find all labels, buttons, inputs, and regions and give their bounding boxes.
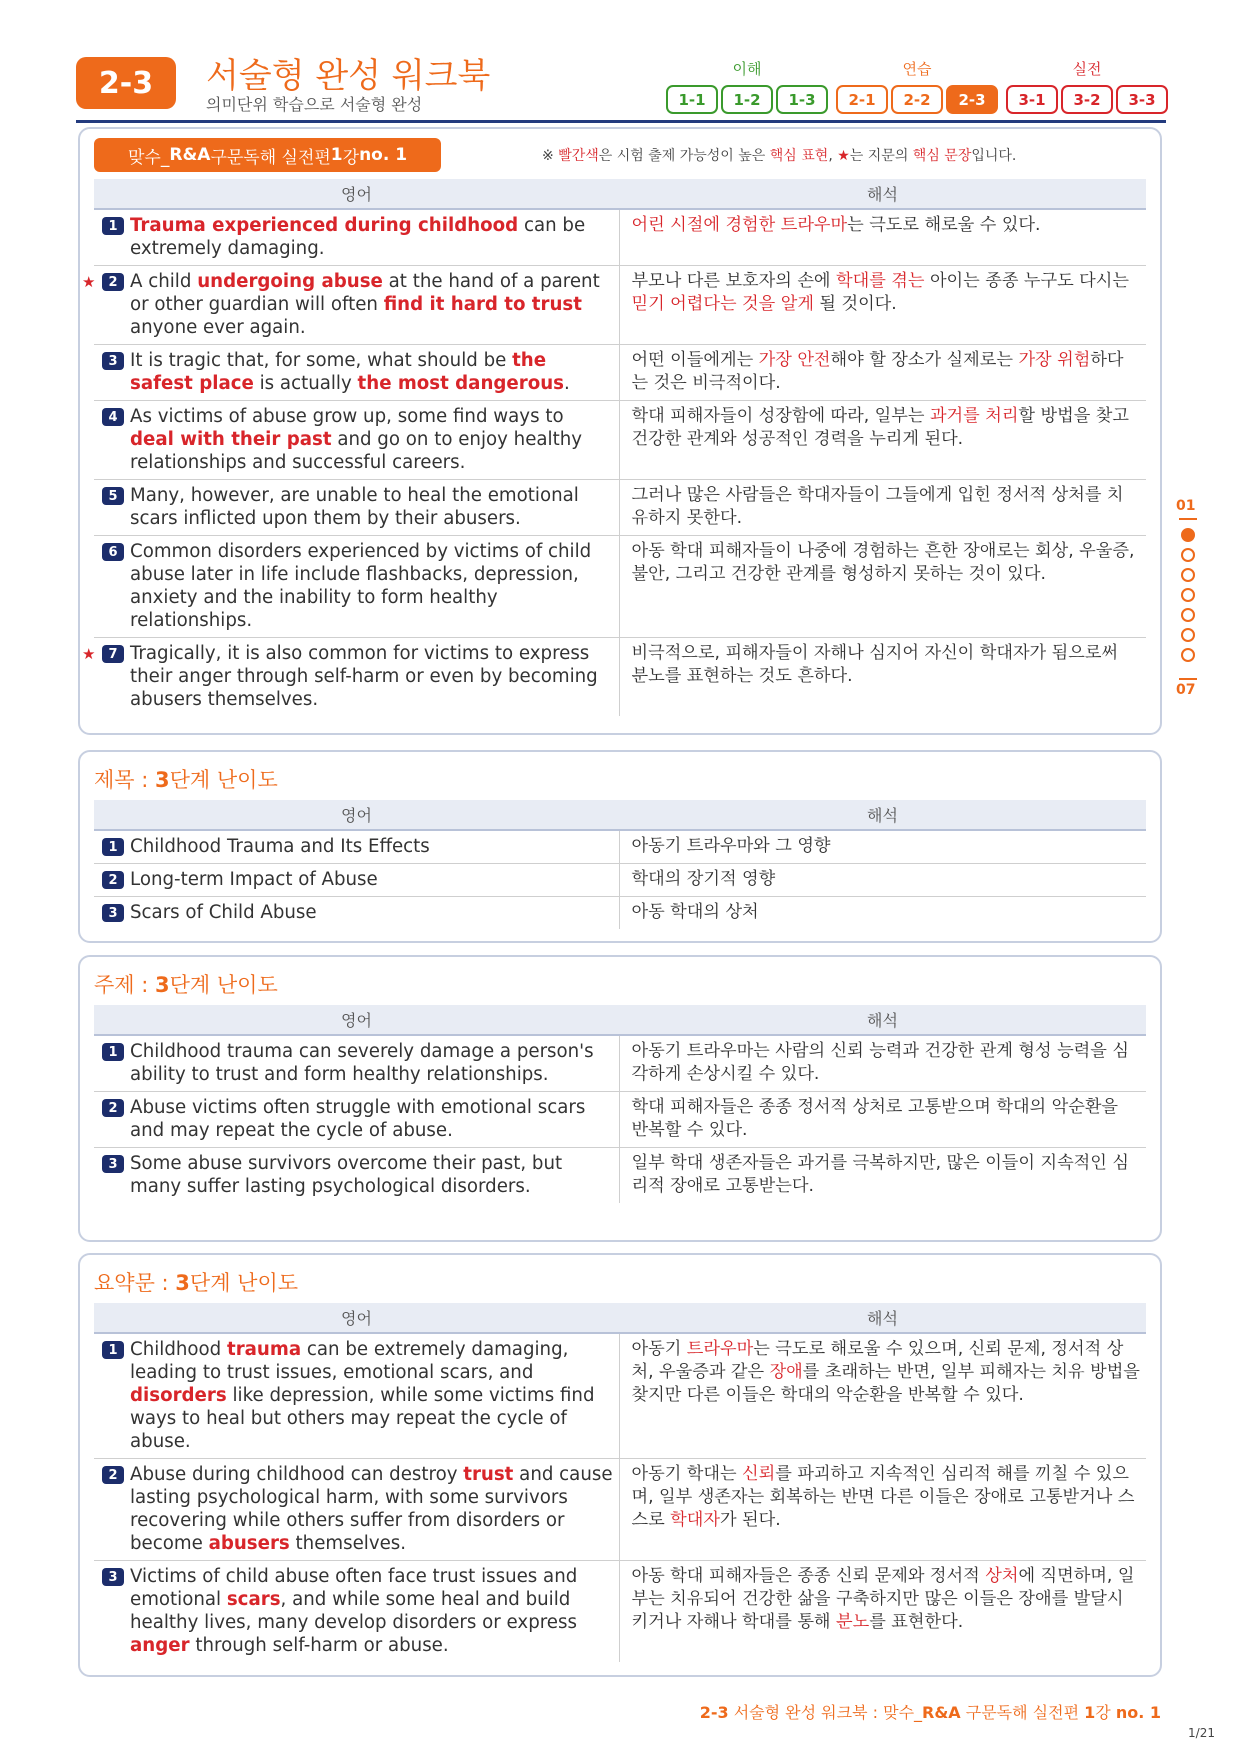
lesson-badge: 2-3 bbox=[76, 57, 176, 109]
text-segment: can be extremely damaging, leading to trust issues, emotional scars, and bbox=[130, 1339, 569, 1383]
text-segment: Abuse victims often struggle with emotional scars and may repeat the cycle of abuse. bbox=[130, 1097, 586, 1141]
summary-row bbox=[94, 1333, 1146, 1459]
english-cell bbox=[94, 1561, 619, 1663]
key-expression: trust bbox=[463, 1464, 514, 1485]
summary-panel bbox=[78, 1253, 1162, 1677]
text-segment: 를 초래하는 반면, 일부 피해자는 치유 방법을 찾지만 다른 이들은 학대의 악순환을 반복할 수 있다. bbox=[631, 1362, 1140, 1405]
english-cell bbox=[94, 864, 619, 897]
sentence-number-badge: 2 bbox=[102, 273, 124, 291]
korean-cell bbox=[619, 897, 1146, 930]
stage-label: 실전 bbox=[1072, 60, 1102, 78]
sidenav-dot[interactable] bbox=[1181, 548, 1195, 562]
text-segment: at the hand of a parent or other guardian will often bbox=[130, 271, 600, 315]
stage-1-3-button[interactable]: 1-3 bbox=[776, 85, 828, 114]
page-subtitle: 의미단위 학습으로 서술형 완성 bbox=[206, 95, 423, 114]
text-segment: Long-term Impact of Abuse bbox=[130, 869, 378, 890]
section-title: 주제 : 3단계 난이도 bbox=[94, 973, 278, 997]
title-panel bbox=[78, 750, 1162, 943]
sidenav-divider bbox=[1179, 678, 1197, 680]
theme-row bbox=[94, 1092, 1146, 1148]
page-number: 1/21 bbox=[1188, 1726, 1215, 1740]
text-segment: 를 파괴하고 지속적인 심리적 해를 끼칠 수 있으며, 일부 생존자는 회복하는 반면 다른 이들은 장애로 고통받거나 스스로 bbox=[631, 1464, 1135, 1530]
stage-2-3-button[interactable]: 2-3 bbox=[946, 85, 998, 114]
key-expression: 학대를 겪는 bbox=[836, 271, 925, 291]
text-segment: is actually bbox=[253, 373, 358, 394]
stage-3-2-button[interactable]: 3-2 bbox=[1061, 85, 1113, 114]
summary-table bbox=[94, 1303, 1146, 1662]
text-segment: 에 직면하며, 일부는 치유되어 건강한 삶을 구축하지만 많은 이들은 장애를 발달시키거나 자해나 학대를 통해 bbox=[631, 1566, 1135, 1632]
text-segment: 아동 학대의 상처 bbox=[631, 902, 759, 922]
key-expression: 분노 bbox=[836, 1612, 870, 1632]
text-segment: 일부 학대 생존자들은 과거를 극복하지만, 많은 이들이 지속적인 심리적 장애로 고통받는다. bbox=[631, 1153, 1129, 1196]
text-segment: 학대의 장기적 영향 bbox=[631, 869, 776, 889]
english-cell bbox=[94, 480, 619, 536]
korean-cell bbox=[619, 345, 1146, 401]
sidenav-dot[interactable] bbox=[1181, 588, 1195, 602]
key-expression: 믿기 어렵다는 것을 알게 bbox=[631, 294, 814, 314]
english-cell bbox=[94, 345, 619, 401]
text-segment: can be extremely damaging. bbox=[130, 215, 586, 259]
key-expression: 장애 bbox=[769, 1362, 803, 1382]
sentence-row bbox=[94, 209, 1146, 266]
column-header-english: 영어 bbox=[94, 800, 619, 830]
stage-3-1-button[interactable]: 3-1 bbox=[1006, 85, 1058, 114]
text-segment: 부모나 다른 보호자의 손에 bbox=[631, 271, 836, 291]
korean-cell bbox=[619, 536, 1146, 638]
english-cell bbox=[94, 830, 619, 864]
english-cell bbox=[82, 638, 619, 717]
key-expression: undergoing abuse bbox=[197, 271, 383, 292]
korean-cell bbox=[619, 401, 1146, 480]
text-segment: 는 극도로 해로울 수 있으며, 신뢰 문제, 정서적 상처, 우울증과 같은 bbox=[631, 1339, 1124, 1382]
summary-row bbox=[94, 1561, 1146, 1663]
text-segment: Childhood trauma can severely damage a person's ability to trust and form healthy relationships. bbox=[130, 1041, 594, 1085]
text-segment: 아이는 종종 누구도 다시는 bbox=[924, 271, 1129, 291]
korean-cell bbox=[619, 1148, 1146, 1204]
source-pill: 맞수_ R&A 구문독해 실전편 1 강 no. 1 bbox=[94, 138, 441, 172]
sidenav-first-label: 01 bbox=[1176, 498, 1196, 514]
sentence-number-badge: 1 bbox=[102, 838, 124, 856]
sentence-number-badge: 2 bbox=[102, 1466, 124, 1484]
korean-cell bbox=[619, 1333, 1146, 1459]
korean-cell bbox=[619, 480, 1146, 536]
sentence-row bbox=[94, 638, 1146, 717]
text-segment: It is tragic that, for some, what should be bbox=[130, 350, 513, 371]
text-segment: Many, however, are unable to heal the emotional scars inflicted upon them by their abusers. bbox=[130, 485, 579, 529]
english-cell bbox=[94, 401, 619, 480]
korean-cell bbox=[619, 638, 1146, 717]
text-segment: 를 표현한다. bbox=[869, 1612, 964, 1632]
sentence-number-badge: 6 bbox=[102, 543, 124, 561]
sidenav-dot[interactable] bbox=[1181, 628, 1195, 642]
sidenav-last-label: 07 bbox=[1176, 682, 1196, 698]
sentence-row bbox=[94, 480, 1146, 536]
key-expression: 학대자 bbox=[670, 1510, 720, 1530]
text-segment: 아동 학대 피해자들은 종종 신뢰 문제와 정서적 bbox=[631, 1566, 986, 1586]
sentence-number-badge: 3 bbox=[102, 1155, 124, 1173]
column-header-korean: 해석 bbox=[619, 800, 1146, 830]
key-expression: deal with their past bbox=[130, 429, 332, 450]
sentence-number-badge: 2 bbox=[102, 1099, 124, 1117]
english-cell bbox=[94, 1035, 619, 1092]
text-segment: 아동기 트라우마는 사람의 신뢰 능력과 건강한 관계 형성 능력을 심각하게 손상시킬 수 있다. bbox=[631, 1041, 1129, 1084]
section-title: 제목 : 3단계 난이도 bbox=[94, 768, 278, 792]
text-segment: A child bbox=[130, 271, 198, 292]
sentence-number-badge: 2 bbox=[102, 871, 124, 889]
stage-label: 연습 bbox=[902, 60, 932, 78]
key-expression: 상처 bbox=[985, 1566, 1019, 1586]
text-segment: Some abuse survivors overcome their past, but many suffer lasting psychological disorders. bbox=[130, 1153, 563, 1197]
english-cell bbox=[82, 266, 619, 345]
korean-cell bbox=[619, 209, 1146, 266]
english-cell bbox=[94, 1148, 619, 1204]
stage-3-3-button[interactable]: 3-3 bbox=[1116, 85, 1168, 114]
key-expression: 신뢰 bbox=[742, 1464, 776, 1484]
text-segment: 될 것이다. bbox=[813, 294, 897, 314]
text-segment: 아동기 bbox=[631, 1339, 687, 1359]
korean-cell bbox=[619, 1561, 1146, 1663]
text-segment: Tragically, it is also common for victims to express their anger through self-harm or even by becoming abusers themselves. bbox=[130, 643, 598, 710]
sentence-number-badge: 1 bbox=[102, 1341, 124, 1359]
sentence-number-badge: 1 bbox=[102, 217, 124, 235]
stage-1-1-button[interactable]: 1-1 bbox=[666, 85, 718, 114]
sentence-number-badge: 5 bbox=[102, 487, 124, 505]
korean-cell bbox=[619, 266, 1146, 345]
sentence-number-badge: 3 bbox=[102, 1568, 124, 1586]
text-segment: 아동기 트라우마와 그 영향 bbox=[631, 836, 831, 856]
key-expression: 가장 안전 bbox=[758, 350, 831, 370]
sidenav-dot[interactable] bbox=[1181, 648, 1195, 662]
stage-group-practice bbox=[836, 58, 998, 114]
column-header-korean: 해석 bbox=[619, 1303, 1146, 1333]
korean-cell bbox=[619, 864, 1146, 897]
key-expression: trauma bbox=[227, 1339, 302, 1360]
sentence-number-badge: 3 bbox=[102, 352, 124, 370]
text-segment: 하다는 것은 비극적이다. bbox=[631, 350, 1124, 393]
text-segment: 어떤 이들에게는 bbox=[631, 350, 759, 370]
sidenav-dot[interactable] bbox=[1181, 568, 1195, 582]
legend-note: ※ 빨간색은 시험 출제 가능성이 높은 핵심 표현, ★는 지문의 핵심 문장입니다. bbox=[542, 148, 1017, 164]
column-header-english: 영어 bbox=[94, 1005, 619, 1035]
sentence-number-badge: 4 bbox=[102, 408, 124, 426]
text-segment: 아동기 학대는 bbox=[631, 1464, 743, 1484]
korean-cell bbox=[619, 1459, 1146, 1561]
text-segment: 학대 피해자들은 종종 정서적 상처로 고통받으며 학대의 악순환을 반복할 수 있다. bbox=[631, 1097, 1119, 1140]
text-segment: 그러나 많은 사람들은 학대자들이 그들에게 입힌 정서적 상처를 치유하지 못한다. bbox=[631, 485, 1124, 528]
stage-group-understand bbox=[666, 58, 828, 114]
key-expression: the most dangerous bbox=[357, 373, 564, 394]
sentence-row bbox=[94, 536, 1146, 638]
key-expression: 트라우마 bbox=[686, 1339, 754, 1359]
passage-panel bbox=[78, 127, 1162, 735]
key-expression: 가장 위험 bbox=[1018, 350, 1091, 370]
sidenav-divider bbox=[1179, 518, 1197, 520]
text-segment: Victims of child abuse often face trust issues and emotional bbox=[130, 1566, 578, 1610]
text-segment: Childhood Trauma and Its Effects bbox=[130, 836, 430, 857]
text-segment: 비극적으로, 피해자들이 자해나 심지어 자신이 학대자가 됨으로써 분노를 표현하는 것도 흔하다. bbox=[631, 643, 1119, 686]
title-row bbox=[94, 830, 1146, 864]
text-segment: like depression, while some victims find ways to heal but others may repeat the cycle of abuse. bbox=[130, 1385, 595, 1452]
text-segment: 할 방법을 찾고 건강한 관계와 성공적인 경력을 누리게 된다. bbox=[631, 406, 1129, 449]
page-title: 서술형 완성 워크북 bbox=[206, 56, 491, 96]
key-sentence-star-icon: ★ bbox=[82, 273, 96, 291]
text-segment: 해야 할 장소가 실제로는 bbox=[830, 350, 1019, 370]
theme-panel bbox=[78, 955, 1162, 1242]
text-segment: and cause lasting psychological harm, with some survivors recovering while others suffer from disorders or become bbox=[130, 1464, 613, 1554]
english-cell bbox=[94, 897, 619, 930]
korean-cell bbox=[619, 830, 1146, 864]
key-expression: 과거를 처리 bbox=[929, 406, 1019, 426]
key-expression: anger bbox=[130, 1635, 190, 1656]
text-segment: 가 된다. bbox=[719, 1510, 781, 1530]
english-cell bbox=[94, 1459, 619, 1561]
key-expression: 어린 시절에 경험한 트라우마 bbox=[631, 215, 848, 235]
sidenav-dot[interactable] bbox=[1181, 608, 1195, 622]
key-expression: abusers bbox=[208, 1533, 290, 1554]
text-segment: , and while some heal and build healthy lives, many develop disorders or express bbox=[130, 1589, 577, 1633]
key-expression: find it hard to trust bbox=[383, 294, 582, 315]
key-expression: scars bbox=[226, 1589, 281, 1610]
text-segment: through self-harm or abuse. bbox=[189, 1635, 449, 1656]
text-segment: anyone ever again. bbox=[130, 317, 306, 338]
text-segment: themselves. bbox=[289, 1533, 407, 1554]
key-expression: the safest place bbox=[130, 350, 547, 394]
key-expression: disorders bbox=[130, 1385, 227, 1406]
title-table bbox=[94, 800, 1146, 929]
summary-row bbox=[94, 1459, 1146, 1561]
header-divider bbox=[76, 120, 1166, 123]
text-segment: 학대 피해자들이 성장함에 따라, 일부는 bbox=[631, 406, 930, 426]
text-segment: 는 극도로 해로울 수 있다. bbox=[847, 215, 1041, 235]
theme-row bbox=[94, 1035, 1146, 1092]
text-segment: and go on to enjoy healthy relationships and successful careers. bbox=[130, 429, 583, 473]
sentence-row bbox=[94, 266, 1146, 345]
column-header-english: 영어 bbox=[94, 1303, 619, 1333]
stage-1-2-button[interactable]: 1-2 bbox=[721, 85, 773, 114]
text-segment: Childhood bbox=[130, 1339, 227, 1360]
title-row bbox=[94, 864, 1146, 897]
sidenav-dot[interactable] bbox=[1181, 528, 1195, 542]
passage-table bbox=[82, 179, 1146, 716]
text-segment: 아동 학대 피해자들이 나중에 경험하는 흔한 장애로는 회상, 우울증, 불안, 그리고 건강한 관계를 형성하지 못하는 것이 있다. bbox=[631, 541, 1135, 584]
stage-2-1-button[interactable]: 2-1 bbox=[836, 85, 888, 114]
sentence-number-badge: 3 bbox=[102, 904, 124, 922]
korean-cell bbox=[619, 1035, 1146, 1092]
key-sentence-star-icon: ★ bbox=[82, 645, 96, 663]
text-segment: Common disorders experienced by victims of child abuse later in life include flashbacks, depression, anxiety and the inability to form healthy relationships. bbox=[130, 541, 592, 631]
text-segment: As victims of abuse grow up, some find ways to bbox=[130, 406, 564, 427]
theme-table bbox=[94, 1005, 1146, 1203]
stage-group-real bbox=[1006, 58, 1168, 114]
sentence-number-badge: 1 bbox=[102, 1043, 124, 1061]
column-header-korean: 해석 bbox=[619, 1005, 1146, 1035]
stage-label: 이해 bbox=[732, 60, 762, 78]
korean-cell bbox=[619, 1092, 1146, 1148]
text-segment: Scars of Child Abuse bbox=[130, 902, 317, 923]
stage-2-2-button[interactable]: 2-2 bbox=[891, 85, 943, 114]
english-cell bbox=[94, 1333, 619, 1459]
title-row bbox=[94, 897, 1146, 930]
sentence-row bbox=[94, 345, 1146, 401]
text-segment: Abuse during childhood can destroy bbox=[130, 1464, 464, 1485]
english-cell bbox=[94, 209, 619, 266]
section-title: 요약문 : 3단계 난이도 bbox=[94, 1271, 299, 1295]
sentence-row bbox=[94, 401, 1146, 480]
text-segment: . bbox=[564, 373, 570, 394]
theme-row bbox=[94, 1148, 1146, 1204]
footer-source: 2-3 서술형 완성 워크북 : 맞수_R&A 구문독해 실전편 1강 no. 1 bbox=[699, 1703, 1161, 1722]
key-expression: Trauma experienced during childhood bbox=[130, 215, 519, 236]
column-header-korean: 해석 bbox=[619, 179, 1146, 209]
column-header-english: 영어 bbox=[94, 179, 619, 209]
sentence-number-badge: 7 bbox=[102, 645, 124, 663]
english-cell bbox=[94, 1092, 619, 1148]
english-cell bbox=[94, 536, 619, 638]
